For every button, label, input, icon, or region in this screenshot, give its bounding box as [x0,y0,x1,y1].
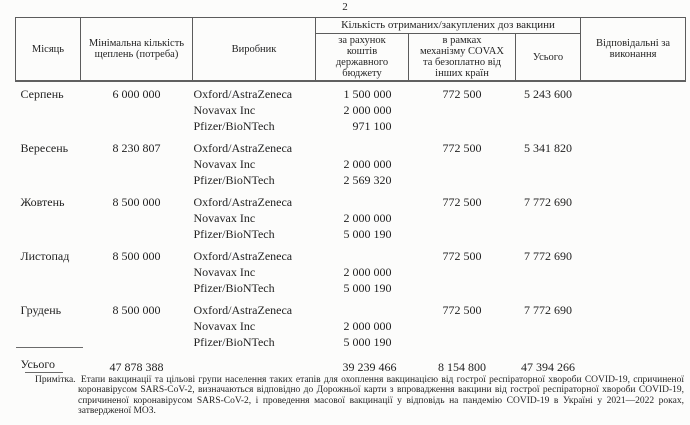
covax-cell: 772 500 [442,195,482,209]
header-budget: за рахунок коштів державного бюджету [316,34,409,82]
table-row [16,318,686,334]
budget-cell [316,134,409,156]
budget-cell: 2 000 000 [343,157,392,171]
table-row [16,334,686,350]
responsible-cell [581,134,686,156]
table-row [16,226,686,242]
totals-total: 47 394 266 [521,360,576,374]
totals-row [16,350,686,375]
min-count-cell: 8 500 000 [112,195,161,209]
min-count-cell: 8 230 807 [112,141,161,155]
partial-rule-below-totals [25,372,63,373]
table-header [16,18,686,82]
totals-min-count: 47 878 388 [109,360,164,374]
table-row [16,188,686,210]
table-row [16,118,686,134]
month-cell: Жовтень [20,195,65,209]
manufacturer-cell: Pfizer/BioNTech [193,335,275,349]
header-doses-group: Кількість отриманих/закуплених доз вакцини [316,18,581,34]
month-cell: Грудень [20,303,62,317]
manufacturer-cell: Pfizer/BioNTech [193,119,275,133]
manufacturer-cell: Oxford/AstraZeneca [193,249,293,263]
budget-cell: 2 000 000 [343,211,392,225]
header-month: Місяць [16,18,81,82]
table-row [16,156,686,172]
manufacturer-cell: Novavax Inc [193,211,256,225]
total-cell: 5 341 820 [524,141,573,155]
manufacturer-cell: Novavax Inc [193,319,256,333]
budget-cell: 5 000 190 [343,227,392,241]
budget-cell: 971 100 [352,119,392,133]
responsible-cell [581,81,686,102]
table-row [16,81,686,102]
table-row [16,134,686,156]
header-responsible: Відповідальні за виконання [581,18,686,82]
manufacturer-cell: Oxford/AstraZeneca [193,303,293,317]
table-row [16,296,686,318]
page-number: 2 [342,1,348,13]
totals-budget: 39 239 466 [342,360,397,374]
table-row [16,210,686,226]
vaccine-doses-table [15,17,686,375]
covax-cell: 772 500 [442,249,482,263]
min-count-cell: 8 500 000 [112,249,161,263]
budget-cell [316,188,409,210]
table-body [16,81,686,375]
responsible-cell [581,188,686,210]
covax-cell: 772 500 [442,141,482,155]
manufacturer-cell: Oxford/AstraZeneca [193,87,293,101]
table-row [16,280,686,296]
footnote [35,375,684,416]
min-count-cell: 8 500 000 [112,303,161,317]
budget-cell: 2 000 000 [343,103,392,117]
total-cell: 7 772 690 [524,249,573,263]
covax-cell: 772 500 [442,303,482,317]
footnote-label: Примітка. [35,375,76,385]
total-cell: 7 772 690 [524,195,573,209]
table-row [16,242,686,264]
table-row [16,172,686,188]
budget-cell: 5 000 190 [343,335,392,349]
budget-cell: 2 000 000 [343,319,392,333]
month-cell: Вересень [20,141,69,155]
manufacturer-cell: Novavax Inc [193,103,256,117]
budget-cell [316,242,409,264]
partial-rule-above-totals [16,347,83,348]
manufacturer-cell: Novavax Inc [193,157,256,171]
table-row [16,264,686,280]
manufacturer-cell: Pfizer/BioNTech [193,281,275,295]
manufacturer-cell: Oxford/AstraZeneca [193,195,293,209]
total-cell: 7 772 690 [524,303,573,317]
total-cell: 5 243 600 [524,87,573,101]
budget-cell: 2 569 320 [343,173,392,187]
responsible-cell [581,296,686,318]
manufacturer-cell: Pfizer/BioNTech [193,227,275,241]
header-covax: в рамках механізму COVAX та безоплатно від інших країн [409,34,516,82]
manufacturer-cell: Novavax Inc [193,265,256,279]
manufacturer-cell: Pfizer/BioNTech [193,173,275,187]
footnote-text: Етапи вакцинації та цільові групи населення таких етапів для охоплення вакцинацією від гострої респіраторної хвороби COVID-19, спричиненої коронавірусом SARS-CoV-2, визначаються відповідно до Дорожньої карти з впровадження вакцини від гострої респіраторної хвороби COVID-19, спричиненої коронавірусом SARS-CoV-2, і проведення масової вакцинації у відповідь на пандемію COVID-19 в Україні у 2021—2022 роках, затвердженої МОЗ. [78,375,684,416]
manufacturer-cell: Oxford/AstraZeneca [193,141,293,155]
budget-cell [316,296,409,318]
responsible-cell [581,242,686,264]
budget-cell: 2 000 000 [343,265,392,279]
header-total: Усього [516,34,581,82]
totals-covax: 8 154 800 [438,360,486,374]
table-row [16,102,686,118]
budget-cell: 1 500 000 [343,87,392,101]
totals-label: Усього [20,357,55,371]
covax-cell: 772 500 [442,87,482,101]
budget-cell: 5 000 190 [343,281,392,295]
header-manufacturer: Виробник [193,18,316,82]
min-count-cell: 6 000 000 [112,87,161,101]
month-cell: Серпень [20,87,64,101]
month-cell: Листопад [20,249,70,263]
header-min-count: Мінімальна кількість щеплень (потреба) [81,18,193,82]
